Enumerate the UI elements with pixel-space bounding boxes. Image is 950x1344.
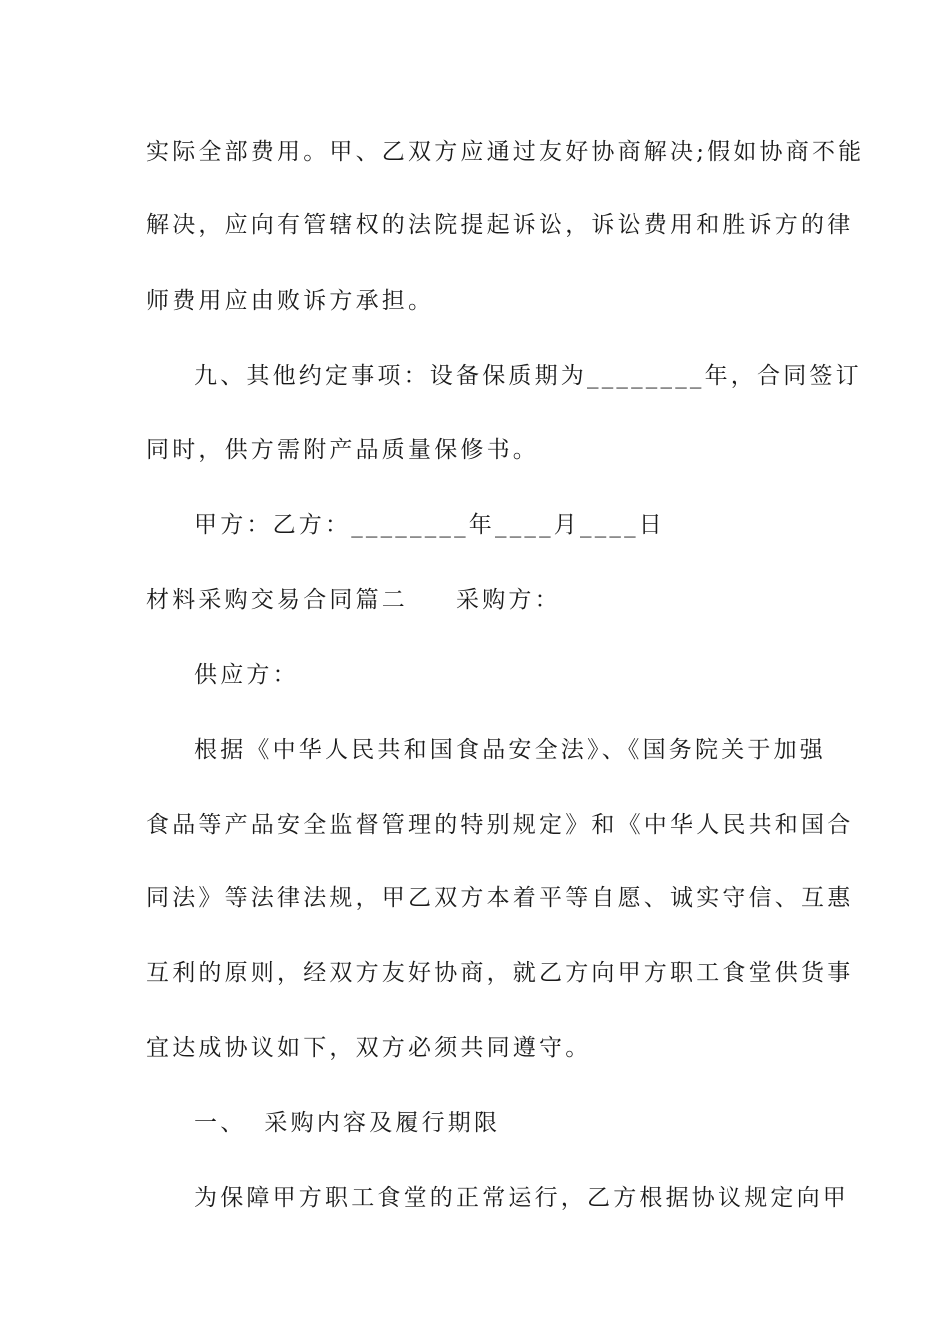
paragraph-line: 解决，应向有管辖权的法院提起诉讼，诉讼费用和胜诉方的律 (146, 212, 854, 238)
paragraph-line: 九、其他约定事项：设备保质期为________年，合同签订 (194, 363, 862, 389)
paragraph-line: 为保障甲方职工食堂的正常运行，乙方根据协议规定向甲 (194, 1185, 849, 1211)
paragraph-line: 根据《中华人民共和国食品安全法》、《国务院关于加强 (194, 737, 826, 763)
section-title: 材料采购交易合同篇二 (146, 587, 408, 613)
signature-line: 甲方：乙方：________年____月____日 (194, 512, 665, 538)
purchaser-label: 采购方： (456, 587, 561, 613)
paragraph-line: 实际全部费用。甲、乙双方应通过友好协商解决;假如协商不能 (146, 139, 865, 165)
paragraph-line: 同时，供方需附产品质量保修书。 (146, 437, 539, 463)
section-title-line (146, 585, 561, 615)
supplier-label: 供应方： (194, 662, 299, 688)
paragraph-line: 互利的原则，经双方友好协商，就乙方向甲方职工食堂供货事 (146, 960, 854, 986)
paragraph-line: 食品等产品安全监督管理的特别规定》和《中华人民共和国合 (146, 812, 854, 838)
section-number: 一、 (194, 1110, 247, 1136)
paragraph-line: 同法》等法律法规，甲乙双方本着平等自愿、诚实守信、互惠 (146, 885, 854, 911)
section-heading-text: 采购内容及履行期限 (264, 1110, 501, 1136)
section-heading (194, 1108, 500, 1138)
paragraph-line: 师费用应由败诉方承担。 (146, 288, 435, 314)
paragraph-line: 宜达成协议如下，双方必须共同遵守。 (146, 1035, 592, 1061)
